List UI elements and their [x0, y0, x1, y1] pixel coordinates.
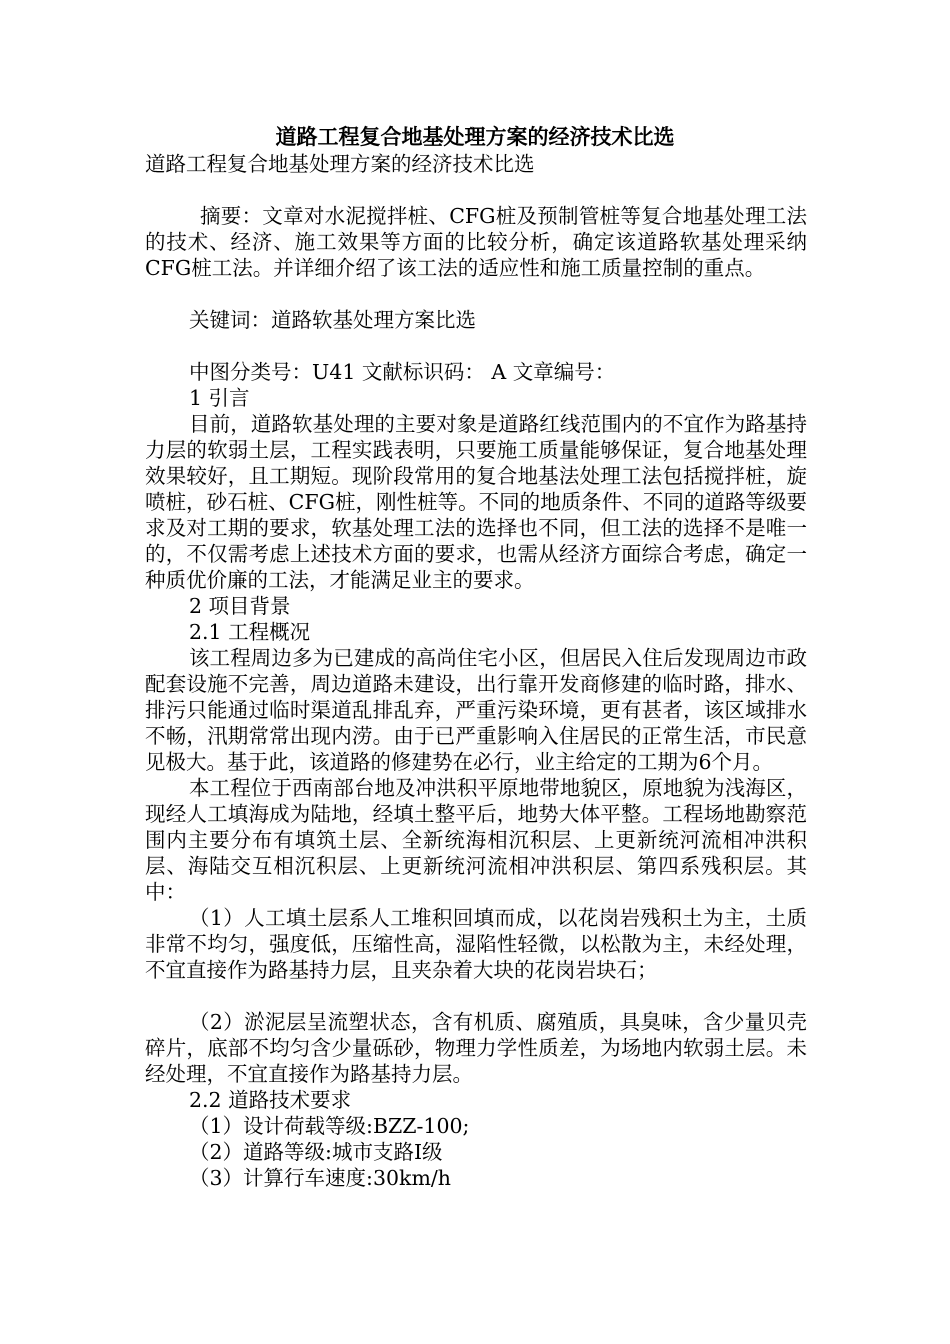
keywords-line: 关键词：道路软基处理方案比选	[189, 308, 476, 332]
tech-item-1: （1）设计荷载等级:BZZ-100;	[189, 1114, 470, 1138]
abstract-paragraph: 摘要：文章对水泥搅拌桩、CFG桩及预制管桩等复合地基处理工法的技术、经济、施工效果等方面的比较分析，确定该道路软基处理采纳CFG桩工法。并详细介绍了该工法的适应性和施工质量控制的重点。	[145, 204, 807, 280]
blank-line	[145, 983, 807, 1009]
section-heading-2-1: 2.1 工程概况	[189, 620, 311, 644]
overview-paragraph-2: 本工程位于西南部台地及冲洪积平原地带地貌区，原地貌为浅海区，现经人工填海成为陆地，经填土整平后，地势大体平整。工程场地勘察范围内主要分布有填筑土层、全新统海相沉积层、上更新统河流相冲洪积层、海陆交互相沉积层、上更新统河流相冲洪积层、第四系残积层。其中：	[145, 776, 807, 904]
blank-line	[145, 177, 807, 203]
blank-line	[145, 281, 807, 307]
classification-line: 中图分类号：U41 文献标识码： A 文章编号：	[189, 360, 616, 384]
document-title: 道路工程复合地基处理方案的经济技术比选	[275, 124, 675, 149]
overview-paragraph-1: 该工程周边多为已建成的高尚住宅小区，但居民入住后发现周边市政配套设施不完善，周边道路未建设，出行靠开发商修建的临时路，排水、排污只能通过临时渠道乱排乱弃，严重污染环境，更有甚者，该区域排水不畅，汛期常常出现内涝。由于已严重影响入住居民的正常生活，市民意见极大。基于此，该道路的修建势在必行，业主给定的工期为6个月。	[145, 646, 807, 774]
section-heading-2: 2 项目背景	[189, 594, 291, 618]
document-subtitle: 道路工程复合地基处理方案的经济技术比选	[145, 152, 535, 176]
soil-item-2: （2）淤泥层呈流塑状态，含有机质、腐殖质，具臭味，含少量贝壳碎片，底部不均匀含少量砾砂，物理力学性质差，为场地内软弱土层。未经处理，不宜直接作为路基持力层。	[145, 1010, 807, 1086]
document-body	[145, 151, 807, 1191]
intro-paragraph: 目前，道路软基处理的主要对象是道路红线范围内的不宜作为路基持力层的软弱土层，工程实践表明，只要施工质量能够保证，复合地基处理效果较好，且工期短。现阶段常用的复合地基法处理工法包括搅拌桩，旋喷桩，砂石桩、CFG桩，刚性桩等。不同的地质条件、不同的道路等级要求及对工期的要求，软基处理工法的选择也不同，但工法的选择不是唯一的，不仅需考虑上述技术方面的要求，也需从经济方面综合考虑，确定一种质优价廉的工法，才能满足业主的要求。	[145, 412, 807, 592]
section-heading-1: 1 引言	[189, 386, 250, 410]
section-heading-2-2: 2.2 道路技术要求	[189, 1088, 352, 1112]
soil-item-1: （1）人工填土层系人工堆积回填而成，以花岗岩残积土为主，土质非常不均匀，强度低，压缩性高，湿陷性轻微，以松散为主，未经处理，不宜直接作为路基持力层，且夹杂着大块的花岗岩块石；	[145, 906, 807, 982]
tech-item-3: （3）计算行车速度:30km/h	[189, 1166, 452, 1190]
blank-line	[145, 333, 807, 359]
tech-item-2: （2）道路等级:城市支路Ⅰ级	[189, 1140, 443, 1164]
